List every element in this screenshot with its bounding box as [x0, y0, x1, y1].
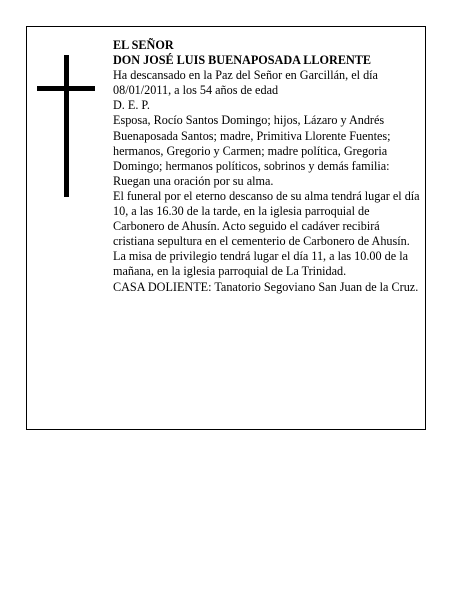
prayer-line: Ruegan una oración por su alma.	[113, 173, 274, 188]
cross-horizontal-bar	[37, 86, 95, 91]
family-paragraph: Esposa, Rocío Santos Domingo; hijos, Lázaro y Andrés Buenaposada Santos; madre, Primitiva Llorente Fuentes; hermanos, Gregorio y Carmen; madre política, Gregoria Domingo; hermanos políticos, sobrinos y demás familia:	[113, 113, 391, 173]
passed-away-paragraph: Ha descansado en la Paz del Señor en Garcillán, el día 08/01/2011, a los 54 años de edad	[113, 68, 378, 98]
mass-paragraph: La misa de privilegio tendrá lugar el día 11, a las 10.00 de la mañana, en la iglesia parroquial de La Trinidad.	[113, 249, 408, 279]
title-line: EL SEÑOR	[113, 38, 174, 52]
cross-icon	[37, 55, 95, 197]
funeral-paragraph: El funeral por el eterno descanso de su alma tendrá lugar el día 10, a las 16.30 de la tarde, en la iglesia parroquial de Carbonero de Ahusín. Acto seguido el cadáver recibirá cristiana sepultura en el cementerio de Carbonero de Ahusín.	[113, 188, 420, 249]
cross-vertical-bar	[64, 55, 69, 197]
dep-line: D. E. P.	[113, 98, 150, 113]
obituary-text	[113, 38, 421, 295]
funeral-home-paragraph: CASA DOLIENTE: Tanatorio Segoviano San Juan de la Cruz.	[113, 279, 419, 294]
deceased-name: DON JOSÉ LUIS BUENAPOSADA LLORENTE	[113, 53, 372, 68]
